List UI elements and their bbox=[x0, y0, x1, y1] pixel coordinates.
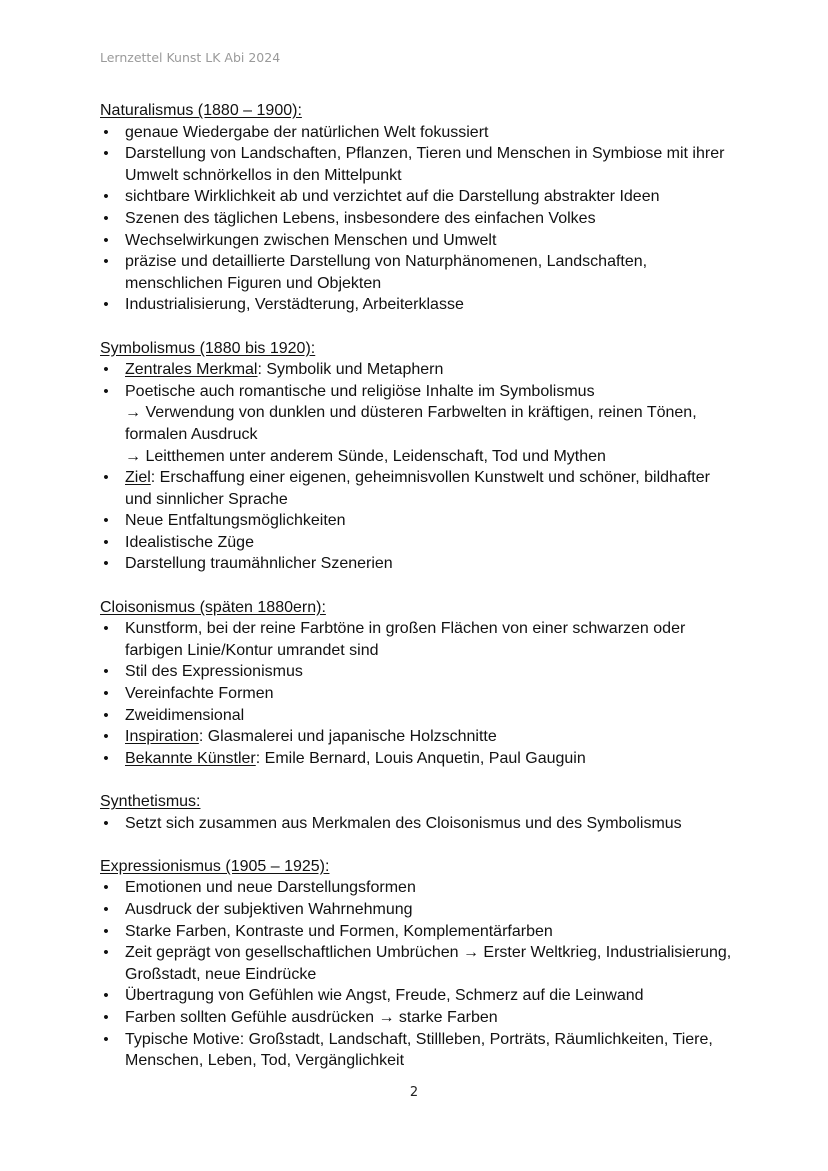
section-symbolismus bbox=[100, 338, 740, 576]
list-item: • sichtbare Wirklichkeit ab und verzichtet auf die Darstellung abstrakter Ideen bbox=[100, 186, 740, 208]
bullet-icon: • bbox=[103, 814, 109, 832]
list-item: • Zeit geprägt von gesellschaftlichen Umbrüchen → Erster Weltkrieg, Industrialisierung, Großstadt, neue Eindrücke bbox=[100, 942, 740, 985]
bullet-icon: • bbox=[103, 253, 109, 271]
bullet-icon: • bbox=[103, 728, 109, 746]
bullet-icon: • bbox=[103, 469, 109, 487]
bullet-icon: • bbox=[103, 123, 109, 141]
bullet-icon: • bbox=[103, 145, 109, 163]
list-item: • Bekannte Künstler: Emile Bernard, Louis Anquetin, Paul Gauguin bbox=[100, 748, 740, 770]
list-item: • Darstellung von Landschaften, Pflanzen, Tieren und Menschen in Symbiose mit ihrer Umwelt schnörkellos in den Mittelpunkt bbox=[100, 143, 740, 186]
bullet-list bbox=[100, 877, 740, 1071]
bullet-icon: • bbox=[103, 706, 109, 724]
section-naturalismus bbox=[100, 100, 740, 316]
bullet-icon: • bbox=[103, 231, 109, 249]
bullet-icon: • bbox=[103, 685, 109, 703]
list-item: • Neue Entfaltungsmöglichkeiten bbox=[100, 510, 740, 532]
page-content bbox=[100, 100, 740, 1093]
bullet-icon: • bbox=[103, 512, 109, 530]
list-item: • Stil des Expressionismus bbox=[100, 661, 740, 683]
section-cloisonismus bbox=[100, 597, 740, 770]
term-label: Bekannte Künstler bbox=[125, 749, 256, 767]
list-item: • Farben sollten Gefühle ausdrücken → starke Farben bbox=[100, 1007, 740, 1029]
bullet-icon: • bbox=[103, 900, 109, 918]
bullet-icon: • bbox=[103, 555, 109, 573]
list-item: • Idealistische Züge bbox=[100, 532, 740, 554]
list-item: • Ziel: Erschaffung einer eigenen, geheimnisvollen Kunstwelt und schöner, bildhafter und sinnlicher Sprache bbox=[100, 467, 740, 510]
list-item: • Typische Motive: Großstadt, Landschaft, Stillleben, Porträts, Räumlichkeiten, Tiere, Menschen, Leben, Tod, Vergänglichkeit bbox=[100, 1029, 740, 1072]
list-item: • Vereinfachte Formen bbox=[100, 683, 740, 705]
bullet-icon: • bbox=[103, 879, 109, 897]
bullet-icon: • bbox=[103, 382, 109, 400]
term-label: Ziel bbox=[125, 469, 151, 487]
list-item: • genaue Wiedergabe der natürlichen Welt fokussiert bbox=[100, 122, 740, 144]
list-item: • Poetische auch romantische und religiöse Inhalte im Symbolismus → Verwendung von dunklen und düsteren Farbwelten in kräftigen, reinen Tönen, formalen Ausdruck → Leitthemen unter anderem Sünde, Leidenschaft, Tod und Mythen bbox=[100, 381, 740, 467]
list-item: • Zentrales Merkmal: Symbolik und Metaphern bbox=[100, 359, 740, 381]
page-header: Lernzettel Kunst LK Abi 2024 bbox=[100, 50, 281, 65]
list-item: • Darstellung traumähnlicher Szenerien bbox=[100, 553, 740, 575]
bullet-list bbox=[100, 813, 740, 835]
list-item: • Kunstform, bei der reine Farbtöne in großen Flächen von einer schwarzen oder farbigen Linie/Kontur umrandet sind bbox=[100, 618, 740, 661]
bullet-icon: • bbox=[103, 209, 109, 227]
page-number: 2 bbox=[409, 1085, 419, 1100]
bullet-icon: • bbox=[103, 987, 109, 1005]
bullet-icon: • bbox=[103, 922, 109, 940]
bullet-icon: • bbox=[103, 296, 109, 314]
bullet-icon: • bbox=[103, 1008, 109, 1026]
arrow-note: → Leitthemen unter anderem Sünde, Leidenschaft, Tod und Mythen bbox=[125, 447, 606, 465]
arrow-note: → Verwendung von dunklen und düsteren Farbwelten in kräftigen, reinen Tönen, formalen Ausdruck bbox=[125, 404, 697, 443]
section-heading: Expressionismus (1905 – 1925): bbox=[100, 857, 330, 875]
list-item: • Setzt sich zusammen aus Merkmalen des Cloisonismus und des Symbolismus bbox=[100, 813, 740, 835]
list-item: • Wechselwirkungen zwischen Menschen und Umwelt bbox=[100, 230, 740, 252]
section-heading: Cloisonismus (späten 1880ern): bbox=[100, 598, 326, 616]
list-item: • Industrialisierung, Verstädterung, Arbeiterklasse bbox=[100, 294, 740, 316]
section-heading: Synthetismus: bbox=[100, 793, 201, 810]
list-item: • Emotionen und neue Darstellungsformen bbox=[100, 877, 740, 899]
bullet-icon: • bbox=[103, 1030, 109, 1048]
bullet-list bbox=[100, 618, 740, 769]
bullet-icon: • bbox=[103, 944, 109, 962]
list-item: • Szenen des täglichen Lebens, insbesondere des einfachen Volkes bbox=[100, 208, 740, 230]
bullet-icon: • bbox=[103, 663, 109, 681]
list-item: • Inspiration: Glasmalerei und japanische Holzschnitte bbox=[100, 726, 740, 748]
list-item: • Ausdruck der subjektiven Wahrnehmung bbox=[100, 899, 740, 921]
term-label: Inspiration bbox=[125, 728, 199, 746]
list-item: • Starke Farben, Kontraste und Formen, Komplementärfarben bbox=[100, 921, 740, 943]
bullet-icon: • bbox=[103, 749, 109, 767]
bullet-list bbox=[100, 359, 740, 575]
bullet-icon: • bbox=[103, 620, 109, 638]
section-heading: Naturalismus (1880 – 1900): bbox=[100, 102, 302, 119]
list-item: • Übertragung von Gefühlen wie Angst, Freude, Schmerz auf die Leinwand bbox=[100, 985, 740, 1007]
bullet-list bbox=[100, 122, 740, 316]
term-label: Zentrales Merkmal bbox=[125, 361, 258, 379]
bullet-icon: • bbox=[103, 533, 109, 551]
list-item: • Zweidimensional bbox=[100, 705, 740, 727]
bullet-icon: • bbox=[103, 361, 109, 379]
section-expressionismus bbox=[100, 856, 740, 1072]
list-item: • präzise und detaillierte Darstellung von Naturphänomenen, Landschaften, menschlichen Figuren und Objekten bbox=[100, 251, 740, 294]
bullet-icon: • bbox=[103, 188, 109, 206]
section-heading: Symbolismus (1880 bis 1920): bbox=[100, 339, 316, 357]
section-synthetismus bbox=[100, 791, 740, 834]
